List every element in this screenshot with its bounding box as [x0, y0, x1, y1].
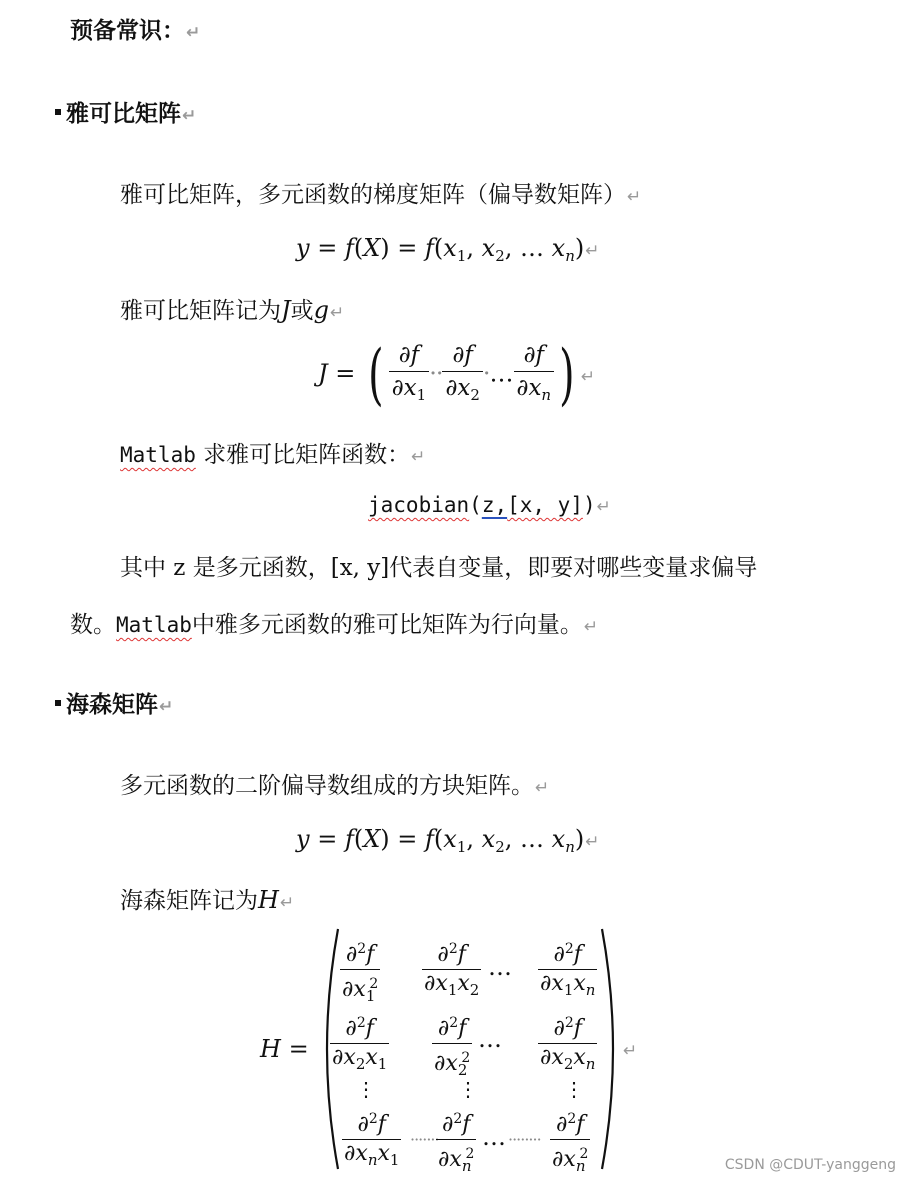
matrix-vdots: ⋮	[356, 1077, 376, 1101]
explain-text: 其中 z 是多元函数，[x, y]代表自变量，即要对哪些变量求偏导	[120, 555, 758, 581]
jacobian-code	[368, 493, 611, 517]
symbol-H: H	[258, 886, 279, 914]
matrix-ellipsis: …	[478, 1025, 502, 1053]
matrix-vdots: ⋮	[458, 1077, 478, 1101]
matlab-word: Matlab	[120, 443, 196, 467]
matrix-cell: $\frac{\partial^2f}{\partial x_2x_n}$	[538, 1009, 597, 1078]
section-title-text: 雅可比矩阵	[66, 100, 181, 127]
matrix-cell: ∂$^2$f $\partial x_nx_1$	[342, 1105, 401, 1174]
paragraph-return-icon: ↵	[330, 303, 345, 323]
page-heading	[70, 12, 200, 45]
jacobian-intro	[120, 176, 641, 209]
jacobian-matrix-formula: J = ( $\frac{\partial f}{\partial x_1}$ ·· $\frac{\partial f}{\partial x_2}$ ·… $\frac{\partial f}{\partial x_n}$ ) ↵	[318, 336, 596, 413]
notation-or: 或	[290, 298, 314, 324]
hessian-matrix	[260, 925, 660, 1175]
matlab-word: Matlab	[116, 613, 192, 637]
code-arg-xy: [x, y]	[507, 493, 583, 517]
bullet-icon	[55, 109, 61, 115]
hessian-notation	[120, 882, 294, 915]
matrix-cell: $\frac{\partial^2f}{\partial x_2^2}$	[432, 1009, 472, 1084]
paragraph-return-icon: ↵	[623, 1041, 638, 1061]
hessian-intro	[120, 767, 549, 800]
jacobian-explain-line2	[70, 606, 598, 639]
matrix-cell: $\frac{\partial^2f}{\partial x_2x_1}$	[330, 1009, 389, 1078]
paragraph-return-icon: ↵	[186, 23, 201, 43]
matrix-cell: $\frac{\partial^2f}{\partial x_n^2}$	[436, 1105, 476, 1180]
matrix-cell: $\frac{\partial^2f}{\partial x_n^2}$	[550, 1105, 590, 1180]
code-arg-z: z,	[481, 493, 508, 517]
matrix-dots: ········	[508, 1130, 541, 1149]
jacobian-formula: $y = f(X) = f(x_1$, $x_2$, … $x_n)↵$	[296, 234, 600, 265]
section-title-hessian	[55, 686, 173, 719]
paragraph-return-icon: ↵	[159, 697, 174, 717]
bullet-icon	[55, 700, 61, 706]
explain-text-pre: 数。	[70, 612, 116, 638]
paragraph-return-icon: ↵	[580, 366, 596, 387]
matrix-cell: $\frac{\partial^2f}{\partial x_1x_2}$	[422, 935, 481, 1004]
matrix-cell: $\frac{\partial^2f}{\partial x_1^2}$	[340, 935, 380, 1010]
code-open-paren: (	[469, 493, 482, 517]
paragraph-return-icon: ↵	[411, 447, 426, 467]
section-title-jacobian	[55, 95, 196, 128]
code-close-paren: )	[582, 493, 596, 517]
matrix-cell: $\frac{\partial^2f}{\partial x_1x_n}$	[538, 935, 597, 1004]
section-title-text: 海森矩阵	[66, 691, 158, 718]
explain-text-post: 中雅多元函数的雅可比矩阵为行向量。	[191, 612, 583, 638]
matrix-label: H =	[260, 1035, 309, 1063]
jacobian-explain-line1	[120, 549, 757, 582]
notation-text: 雅可比矩阵记为	[120, 298, 281, 324]
watermark: CSDN @CDUT-yanggeng	[724, 1157, 896, 1173]
heading-text: 预备常识：	[70, 17, 185, 44]
matlab-jacobian-line	[120, 436, 425, 469]
hessian-intro-text: 多元函数的二阶偏导数组成的方块矩阵。	[120, 773, 534, 799]
paragraph-return-icon: ↵	[627, 187, 642, 207]
hessian-formula: $y = f(X) = f(x_1$, $x_2$, … $x_n)↵$	[296, 825, 600, 856]
paragraph-return-icon: ↵	[596, 497, 611, 517]
jacobian-notation	[120, 292, 344, 325]
paragraph-return-icon: ↵	[535, 778, 550, 798]
matrix-vdots: ⋮	[564, 1077, 584, 1101]
paragraph-return-icon: ↵	[585, 241, 600, 261]
paragraph-return-icon: ↵	[279, 893, 295, 913]
code-function-name: jacobian	[368, 493, 470, 517]
paragraph-return-icon: ↵	[182, 106, 197, 126]
symbol-g: g	[313, 296, 329, 324]
matrix-dots: ·······	[410, 1130, 439, 1149]
symbol-J: J	[281, 296, 291, 324]
matrix-ellipsis: …	[482, 1123, 506, 1151]
matlab-rest-text: 求雅可比矩阵函数：	[203, 442, 411, 468]
matrix-ellipsis: …	[488, 953, 512, 981]
notation-text: 海森矩阵记为	[120, 888, 258, 914]
jacobian-intro-text: 雅可比矩阵，多元函数的梯度矩阵（偏导数矩阵）	[120, 182, 626, 208]
paragraph-return-icon: ↵	[585, 832, 600, 852]
paragraph-return-icon: ↵	[583, 617, 599, 637]
